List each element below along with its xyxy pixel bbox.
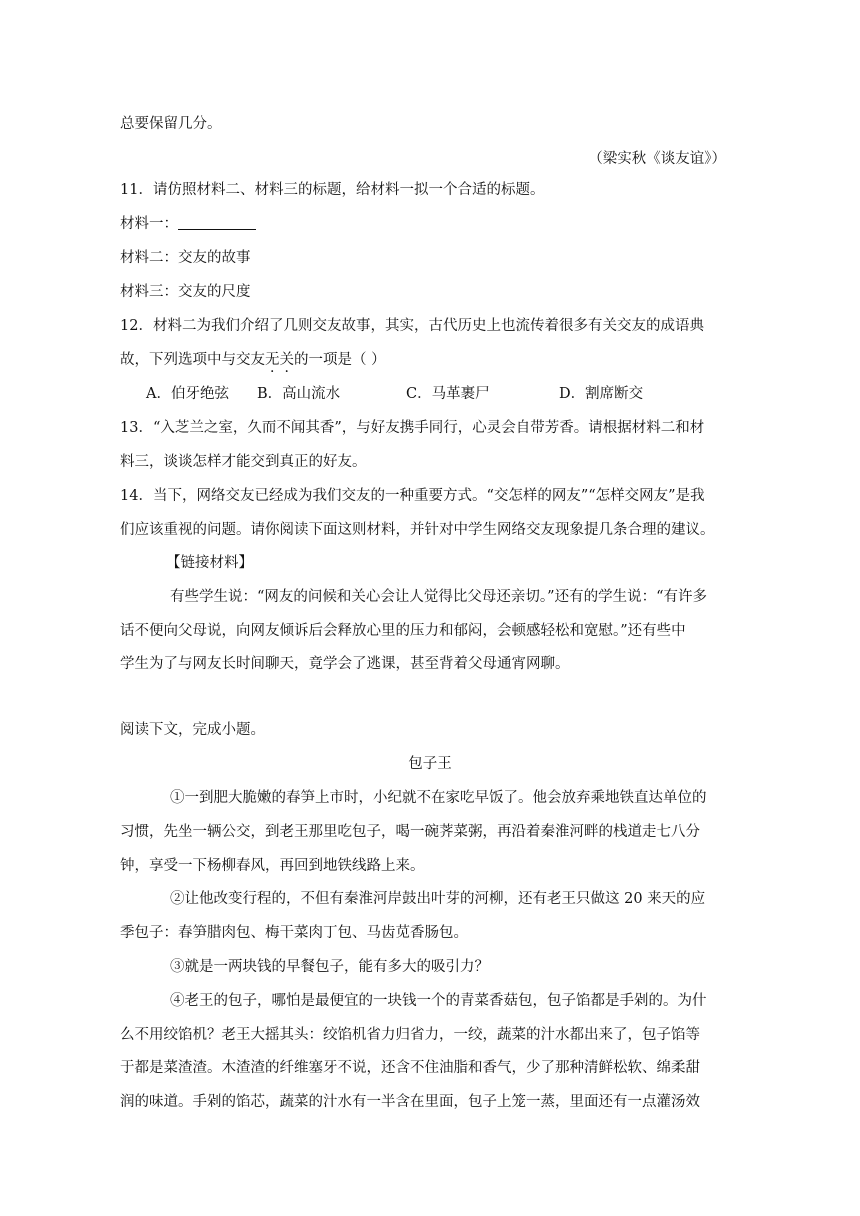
q12-text-pre: 故，下列选项中与交友 [120, 352, 265, 368]
link-material-title: 【链接材料】 [166, 555, 253, 571]
link-material-line-3: 学生为了与网友长时间聊天，竟学会了逃课，甚至背着父母通宵网聊。 [120, 656, 570, 672]
question-12-line-2 [120, 350, 386, 370]
paragraph-3: ③就是一两块钱的早餐包子，能有多大的吸引力？ [170, 959, 489, 975]
option-d: D．割席断交 [559, 386, 644, 402]
option-a: A．伯牙绝弦 [146, 386, 229, 402]
emphasis-char-2: 关 [279, 352, 294, 368]
question-13-line-2: 料三，谈谈怎样才能交到真正的好友。 [120, 454, 367, 470]
paragraph-2-line-2: 季包子：春笋腊肉包、梅干菜肉丁包、马齿苋香肠包。 [120, 925, 468, 941]
paragraph-4-line-2: 么不用绞馅机？老王大摇其头：绞馅机省力归省力，一绞，蔬菜的汁水都出来了，包子馅等 [120, 1027, 700, 1043]
reading-instruction: 阅读下文，完成小题。 [120, 722, 265, 738]
paragraph-1-line-1: ①一到肥大脆嫩的春笋上市时，小纪就不在家吃早饭了。他会放弃乘地铁直达单位的 [170, 790, 707, 806]
material-2-title: 材料二：交友的故事 [120, 250, 251, 266]
emphasis-char-1: 无 [265, 352, 280, 368]
story-title: 包子王 [408, 756, 452, 772]
paragraph-4-line-3: 于都是菜渣渣。木渣渣的纤维塞牙不说，还含不住油脂和香气，少了那种清鲜松软、绵柔甜 [120, 1060, 700, 1076]
link-material-line-1: 有些学生说：“网友的问候和关心会让人觉得比父母还亲切。”还有的学生说：“有许多 [170, 589, 707, 605]
question-12-line-1: 12．材料二为我们介绍了几则交友故事，其实，古代历史上也流传着很多有关交友的成语典 [120, 318, 704, 334]
paragraph-4-line-1: ④老王的包子，哪怕是最便宜的一块钱一个的青菜香菇包，包子馅都是手剁的。为什 [170, 993, 707, 1009]
paragraph-4-line-4: 润的味道。手剁的馅芯，蔬菜的汁水有一半含在里面，包子上笼一蒸，里面还有一点灌汤效 [120, 1094, 700, 1110]
material-1-line [120, 214, 256, 234]
link-material-line-2: 话不便向父母说，向网友倾诉后会释放心里的压力和郁闷，会顿感轻松和宽慰。”还有些中 [120, 623, 686, 639]
option-c: C．马革裹尸 [406, 386, 490, 402]
question-13-line-1: 13．“入芝兰之室，久而不闻其香”，与好友携手同行，心灵会自带芳香。请根据材料二和材 [120, 420, 705, 436]
paragraph-2-line-1: ②让他改变行程的，不但有秦淮河岸鼓出叶芽的河柳，还有老王只做这 20 来天的应 [170, 891, 706, 907]
answer-blank [178, 215, 256, 230]
paragraph-1-line-2: 习惯，先坐一辆公交，到老王那里吃包子，喝一碗荠菜粥，再沿着秦淮河畔的栈道走七八分 [120, 824, 700, 840]
question-14-line-1: 14．当下，网络交友已经成为我们交友的一种重要方式。“交怎样的网友”“怎样交网友”是我 [120, 488, 705, 504]
q12-text-post: 的一项是（ ） [294, 352, 386, 368]
option-b: B．高山流水 [257, 386, 341, 402]
material-1-label: 材料一： [120, 216, 178, 232]
material-3-title: 材料三：交友的尺度 [120, 284, 251, 300]
question-11: 11．请仿照材料二、材料三的标题，给材料一拟一个合适的标题。 [120, 182, 545, 198]
source-citation: （梁实秋《谈友谊》） [588, 151, 726, 167]
options-row [146, 384, 643, 404]
question-14-line-2: 们应该重视的问题。请你阅读下面这则材料，并针对中学生网络交友现象提几条合理的建议。 [120, 522, 715, 538]
text-line: 总要保留几分。 [120, 116, 222, 132]
paragraph-1-line-3: 钟，享受一下杨柳春风，再回到地铁线路上来。 [120, 858, 425, 874]
